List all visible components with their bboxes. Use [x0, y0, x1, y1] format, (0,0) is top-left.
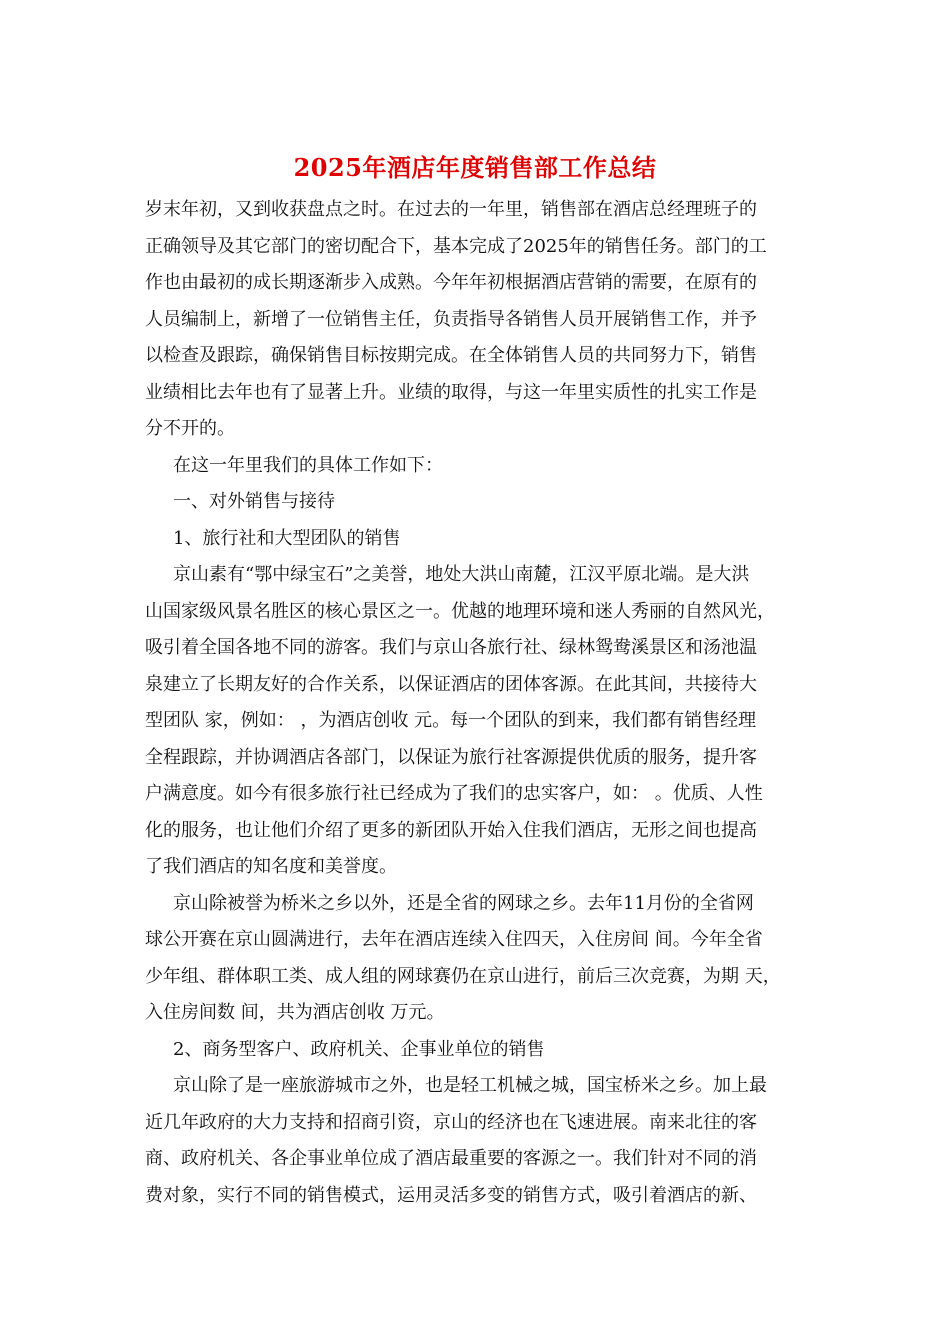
subsection-heading: 2、商务型客户、政府机关、企事业单位的销售 [173, 1038, 545, 1060]
paragraph-line: 型团队 家，例如： ，为酒店创收 元。每一个团队的到来，我们都有销售经理 [145, 710, 757, 731]
paragraph-line: 人员编制上，新增了一位销售主任，负责指导各销售人员开展销售工作，并予 [145, 308, 757, 330]
paragraph-line: 正确领导及其它部门的密切配合下，基本完成了2025年的销售任务。部门的工 [145, 235, 767, 257]
paragraph-line: 京山素有“鄂中绿宝石”之美誉，地处大洪山南麓，江汉平原北端。是大洪 [173, 564, 750, 585]
paragraph-line: 全程跟踪，并协调酒店各部门，以保证为旅行社客源提供优质的服务，提升客 [145, 746, 757, 768]
paragraph-line: 泉建立了长期友好的合作关系，以保证酒店的团体客源。在此其间，共接待大 [145, 673, 757, 695]
paragraph-line: 入住房间数 间，共为酒店创收 万元。 [145, 1002, 445, 1023]
paragraph-line: 费对象，实行不同的销售模式，运用灵活多变的销售方式，吸引着酒店的新、 [145, 1184, 757, 1206]
paragraph-line: 少年组、群体职工类、成人组的网球赛仍在京山进行，前后三次竞赛，为期 天， [145, 965, 781, 987]
paragraph-line: 户满意度。如今有很多旅行社已经成为了我们的忠实客户，如： 。优质、人性 [145, 783, 763, 804]
paragraph-line: 作也由最初的成长期逐渐步入成熟。今年年初根据酒店营销的需要，在原有的 [145, 272, 757, 293]
paragraph-line: 球公开赛在京山圆满进行，去年在酒店连续入住四天，入住房间 间。今年全省 [145, 929, 763, 950]
paragraph-line: 分不开的。 [145, 418, 235, 439]
paragraph-line: 近几年政府的大力支持和招商引资，京山的经济也在飞速进展。南来北往的客 [145, 1111, 757, 1133]
paragraph-line: 京山除被誉为桥米之乡以外，还是全省的网球之乡。去年11月份的全省网 [173, 892, 754, 914]
paragraph-line: 京山除了是一座旅游城市之外，也是轻工机械之城，国宝桥米之乡。加上最 [173, 1075, 767, 1096]
paragraph-line: 以检查及跟踪，确保销售目标按期完成。在全体销售人员的共同努力下，销售 [145, 345, 757, 366]
paragraph-line: 化的服务，也让他们介绍了更多的新团队开始入住我们酒店，无形之间也提高 [145, 819, 757, 841]
paragraph-line: 商、政府机关、各企事业单位成了酒店最重要的客源之一。我们针对不同的消 [145, 1148, 757, 1169]
document-title: 2025年酒店年度销售部工作总结 [293, 153, 657, 182]
paragraph-line: 山国家级风景名胜区的核心景区之一。优越的地理环境和迷人秀丽的自然风光， [145, 600, 775, 622]
section-heading: 一、对外销售与接待 [173, 491, 335, 512]
subsection-heading: 1、旅行社和大型团队的销售 [173, 527, 401, 549]
paragraph-line: 了我们酒店的知名度和美誉度。 [145, 856, 397, 877]
paragraph-line: 在这一年里我们的具体工作如下： [173, 454, 443, 476]
paragraph-line: 吸引着全国各地不同的游客。我们与京山各旅行社、绿林鸳鸯溪景区和汤池温 [145, 637, 757, 658]
paragraph-line: 岁末年初，又到收获盘点之时。在过去的一年里，销售部在酒店总经理班子的 [145, 199, 757, 220]
document-body [145, 192, 805, 1214]
paragraph-line: 业绩相比去年也有了显著上升。业绩的取得，与这一年里实质性的扎实工作是 [145, 381, 757, 403]
